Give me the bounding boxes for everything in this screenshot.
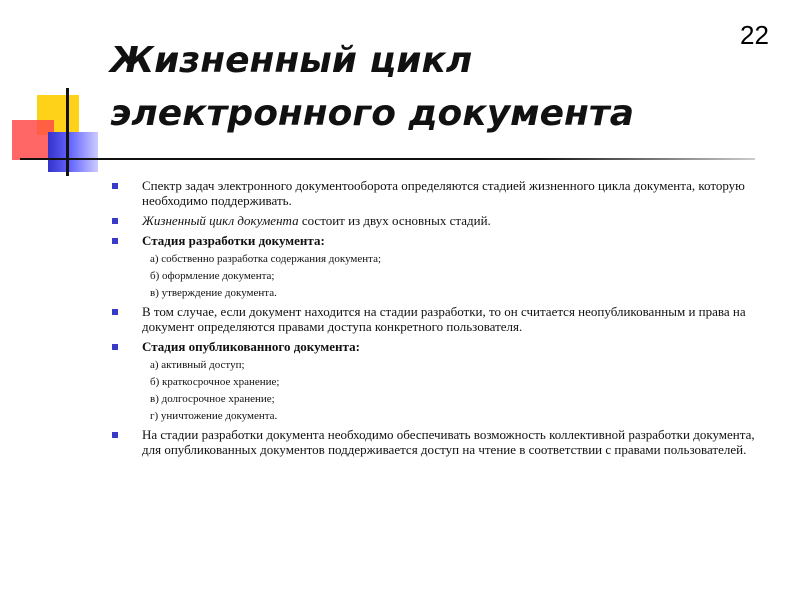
slide-title (110, 34, 710, 140)
title-line-1: Жизненный цикл (110, 40, 473, 81)
slide-number: 22 (740, 20, 769, 50)
slide-content (112, 178, 772, 462)
bullet-square-icon (112, 238, 118, 244)
paragraph-text: На стадии разработки документа необходимо обеспечивать возможность коллективной разработки документа, для опубликованных документов поддерживается доступ на чтение в соответствии с правами пользователей. (142, 427, 755, 457)
bullet-square-icon (112, 218, 118, 224)
bullet-item (112, 427, 772, 457)
bullet-item (112, 213, 772, 228)
title-underline (20, 158, 755, 160)
paragraph-text: В том случае, если документ находится на стадии разработки, то он считается неопубликованным и права на документ определяются правами доступа конкретного пользователя. (142, 304, 746, 334)
section-heading: Стадия опубликованного документа: (142, 339, 360, 354)
decor-vertical-line (66, 88, 69, 176)
sub-item: в) утверждение документа. (150, 287, 277, 299)
emphasis-text: Жизненный цикл документа (142, 213, 299, 228)
bullet-item-heading (112, 233, 772, 248)
sub-item: б) краткосрочное хранение; (150, 376, 280, 388)
sub-item: а) собственно разработка содержания документа; (150, 253, 382, 265)
paragraph-text: состоит из двух основных стадий. (298, 213, 491, 228)
section-heading: Стадия разработки документа: (142, 233, 325, 248)
bullet-item-heading (112, 339, 772, 354)
bullet-square-icon (112, 309, 118, 315)
title-line-2: электронного документа (110, 93, 635, 134)
sub-item: г) уничтожение документа. (150, 410, 278, 422)
sub-item: в) долгосрочное хранение; (150, 393, 275, 405)
sub-item: б) оформление документа; (150, 270, 275, 282)
paragraph-text: Спектр задач электронного документооборота определяются стадией жизненного цикла документа, которую необходимо поддерживать. (142, 178, 745, 208)
sub-item: а) активный доступ; (150, 359, 245, 371)
bullet-square-icon (112, 183, 118, 189)
bullet-square-icon (112, 344, 118, 350)
bullet-square-icon (112, 432, 118, 438)
bullet-item (112, 304, 772, 334)
bullet-item (112, 178, 772, 208)
decor-blue-square (48, 132, 98, 172)
